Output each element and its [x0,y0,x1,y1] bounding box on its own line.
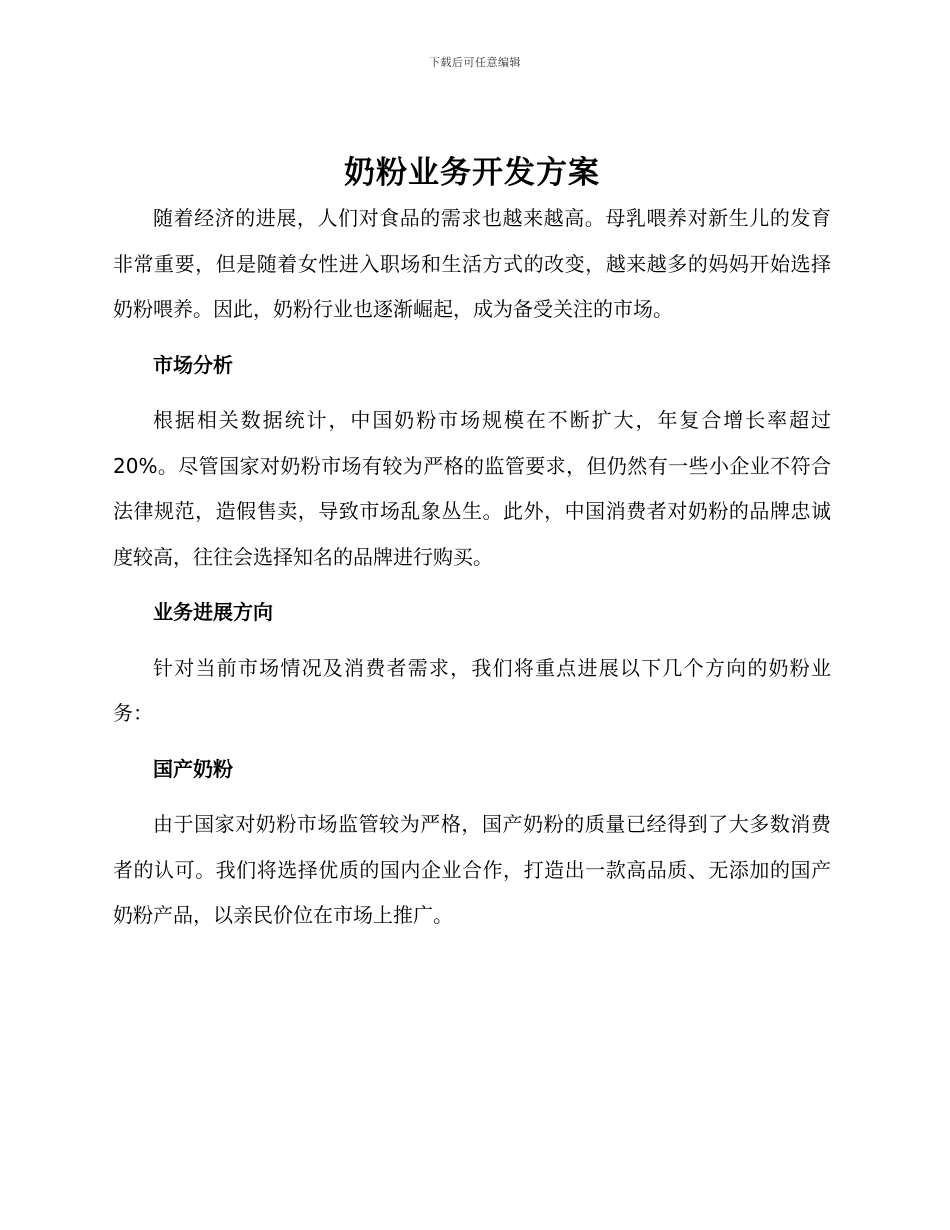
section-body-market-analysis: 根据相关数据统计，中国奶粉市场规模在不断扩大，年复合增长率超过20%。尽管国家对奶粉市场有较为严格的监管要求，但仍然有一些小企业不符合法律规范，造假售卖，导致市场乱象丛生。此外，中国消费者对奶粉的品牌忠诚度较高，往往会选择知名的品牌进行购买。 [113,408,831,569]
section-heading-market-analysis: 市场分析 [153,352,233,377]
spacer [113,333,831,343]
document-body [113,150,831,939]
spacer [113,388,831,398]
section-heading-business-direction: 业务进展方向 [153,600,273,624]
section-body-domestic-formula: 由于国家对奶粉市场监管较为严格，国产奶粉的质量已经得到了大多数消费者的认可。我们将选择优质的国内企业合作，打造出一款高品质、无添加的国产奶粉产品，以亲民价位在市场上推广。 [113,812,831,927]
spacer [113,580,831,590]
section-body-business-direction: 针对当前市场情况及消费者需求，我们将重点进展以下几个方向的奶粉业务： [113,655,831,725]
intro-paragraph: 随着经济的进展，人们对食品的需求也越来越高。母乳喂养对新生儿的发育非常重要，但是随着女性进入职场和生活方式的改变，越来越多的妈妈开始选择奶粉喂养。因此，奶粉行业也逐渐崛起，成为备受关注的市场。 [113,206,831,321]
page-header-note: 下载后可任意编辑 [429,56,521,69]
spacer [113,636,831,646]
spacer [113,737,831,747]
document-title: 奶粉业务开发方案 [344,155,600,191]
spacer [113,792,831,802]
section-heading-domestic-formula: 国产奶粉 [153,756,233,781]
